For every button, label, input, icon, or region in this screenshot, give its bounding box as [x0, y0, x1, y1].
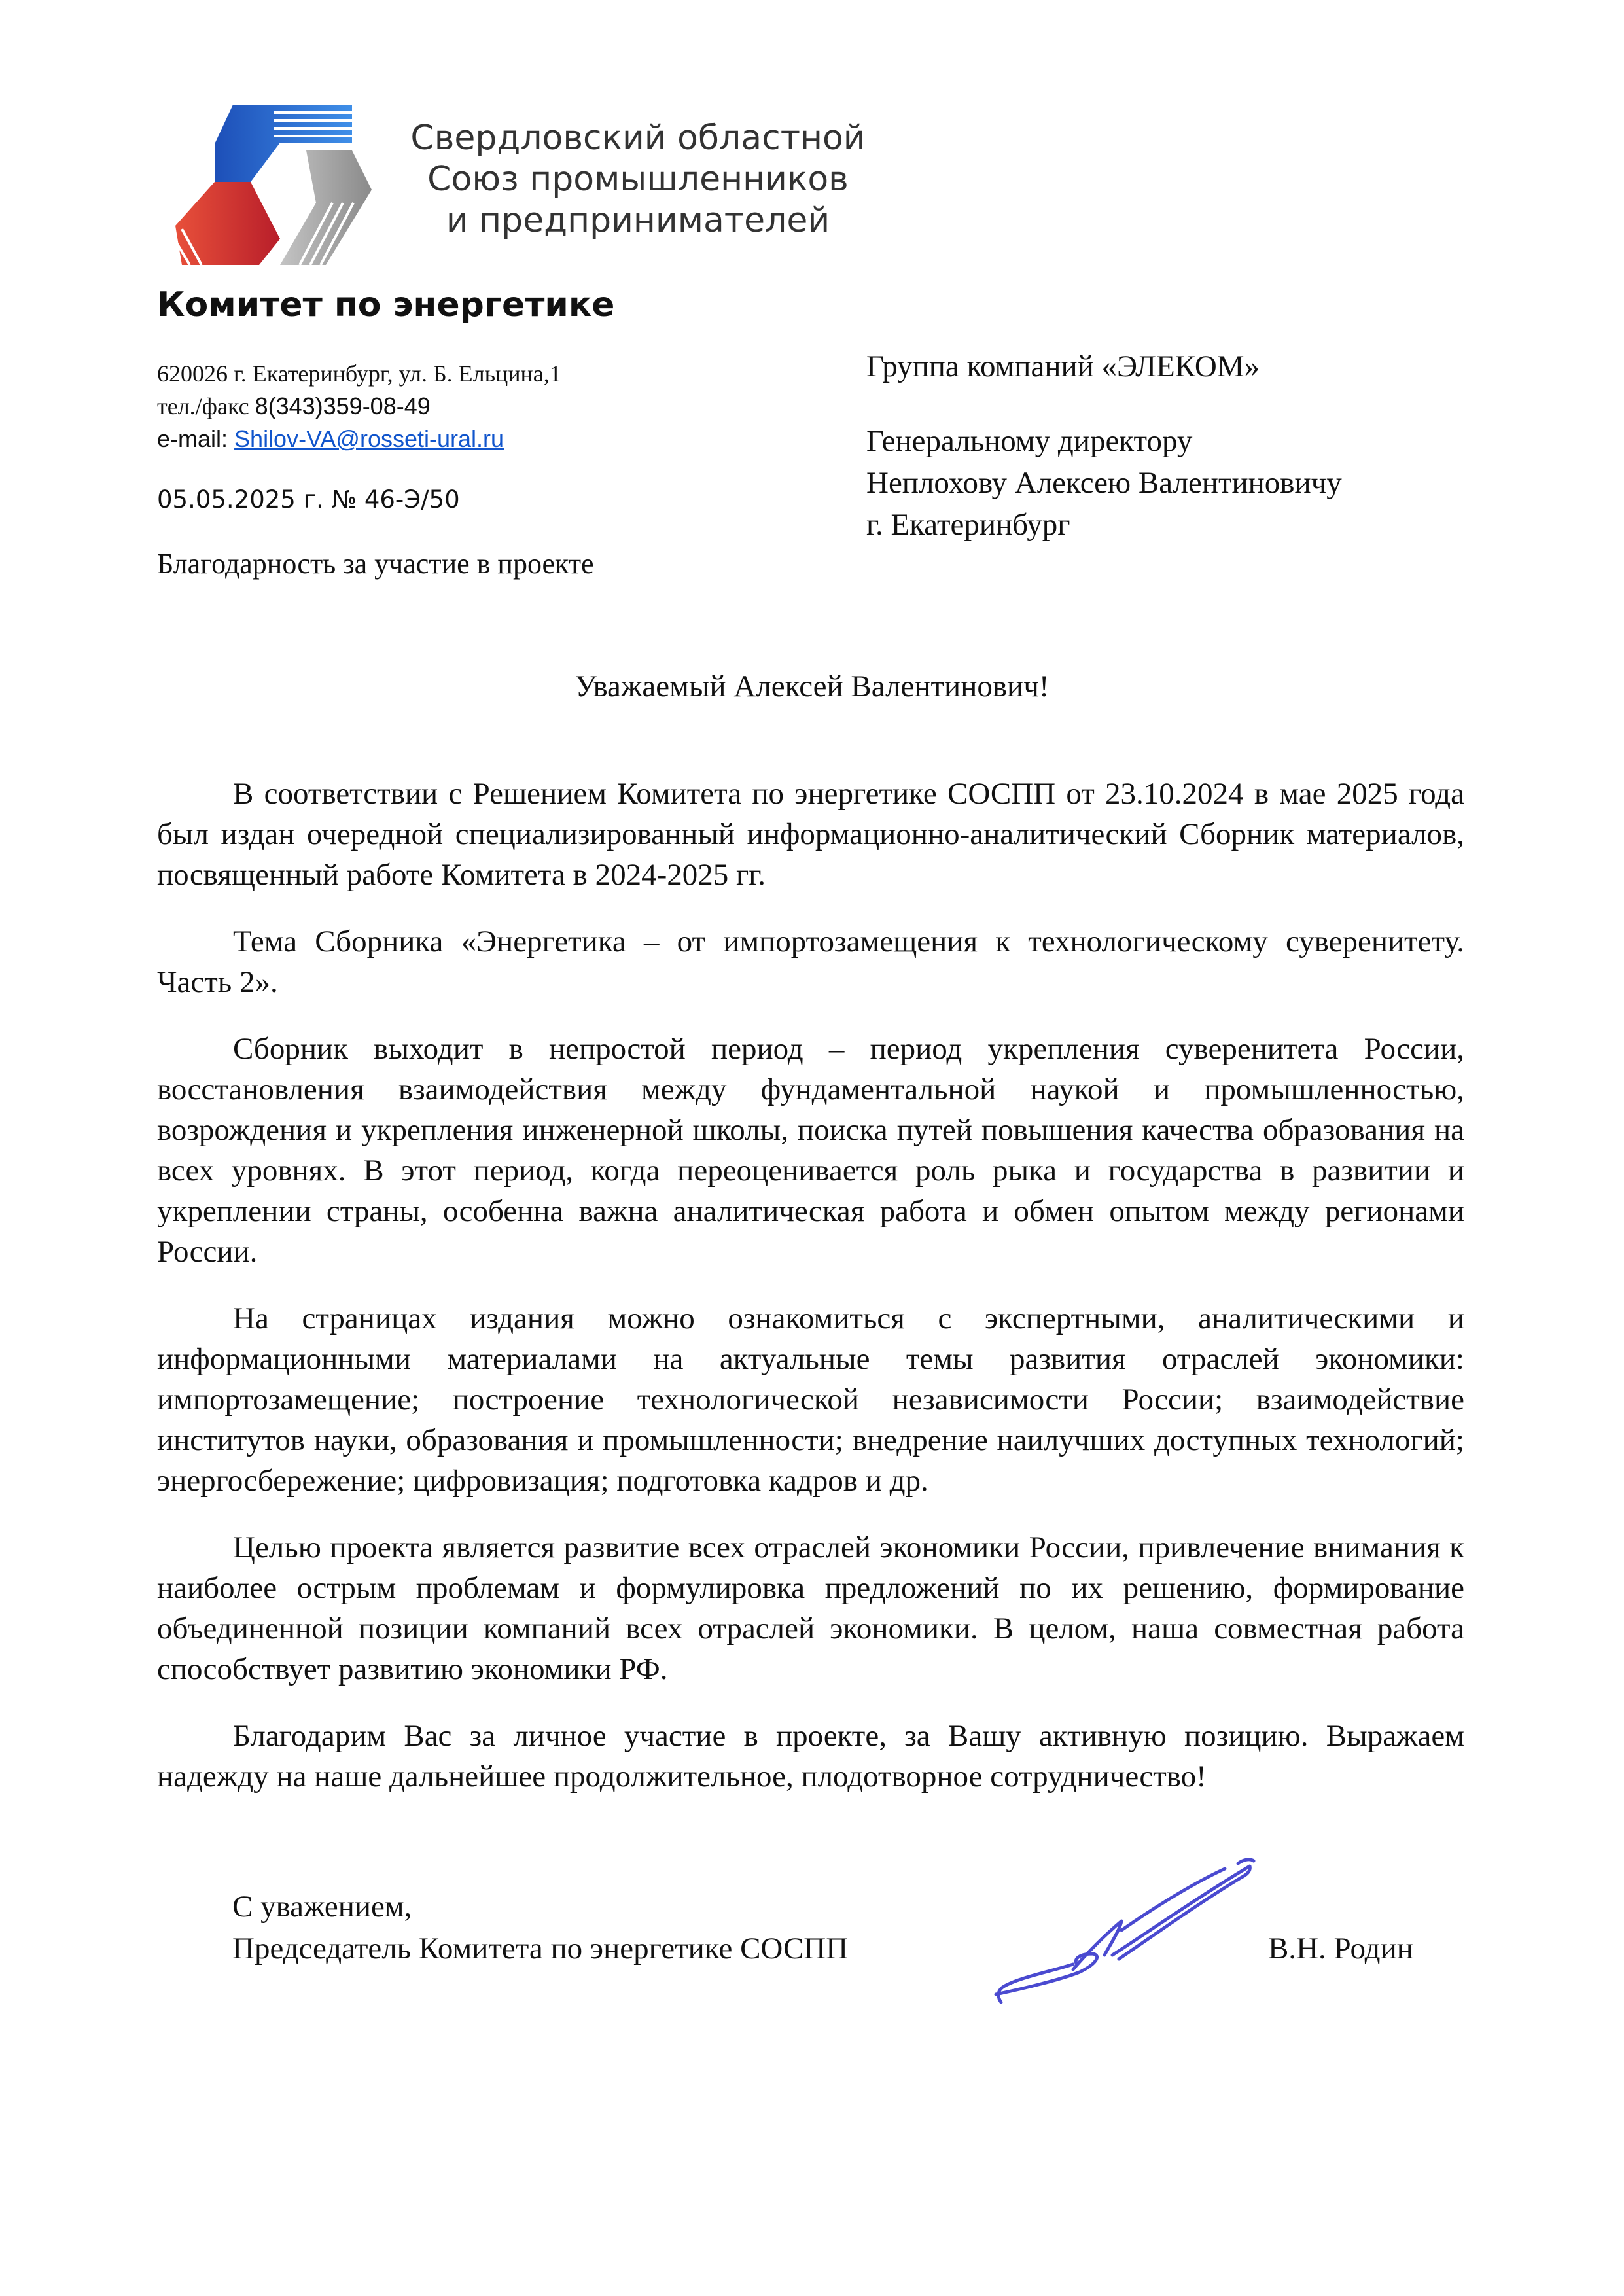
letter-date-number: 05.05.2025 г. № 46-Э/50	[157, 486, 460, 514]
email-link[interactable]: Shilov-VA@rosseti-ural.ru	[234, 425, 504, 452]
signer-position: Председатель Комитета по энергетике СОСПП	[232, 1932, 849, 1966]
letter-subject: Благодарность за участие в проекте	[157, 548, 594, 580]
email-line	[157, 423, 561, 455]
body-paragraph-4: На страницах издания можно ознакомиться с экспертными, аналитическими и информационными материалами на актуальные темы развития отраслей экономики: импортозамещение; построение технологической независимости России; взаимодействие институтов науки, образования и промышленности; внедрение наилучших доступных технологий; энергосбережение; цифровизация; подготовка кадров и др.	[157, 1301, 1464, 1498]
phone-number: 8(343)359-08-49	[255, 393, 431, 419]
contact-block	[157, 357, 561, 455]
recipient-city: г. Екатеринбург	[866, 508, 1070, 542]
recipient-name: Неплохову Алексею Валентиновичу	[866, 466, 1342, 500]
body-paragraph-3: Сборник выходит в непростой период – период укрепления суверенитета России, восстановления взаимодействия между фундаментальной наукой и промышленностью, возрождения и укрепления инженерной школы, поиска путей повышения качества образования на всех уровнях. В этот период, когда переоценивается роль рыка и государства в развитии и укреплении страны, особенна важна аналитическая работа и обмен опытом между регионами России.	[157, 1032, 1464, 1269]
handwritten-signature	[981, 1826, 1263, 2022]
recipient-company: Группа компаний «ЭЛЕКОМ»	[866, 349, 1260, 383]
recipient-block	[866, 345, 1342, 546]
organization-name-line-2: Союз промышленников	[427, 160, 849, 199]
address: 620026 г. Екатеринбург, ул. Б. Ельцина,1	[157, 361, 561, 387]
body-paragraph-5: Целью проекта является развитие всех отраслей экономики России, привлечение внимания к наиболее острым проблемам и формулировка предложений по их решению, формирование объединенной позиции компаний всех отраслей экономики. В целом, наша совместная работа способствует развитию экономики РФ.	[157, 1530, 1464, 1686]
organization-name-line-1: Свердловский областной	[410, 118, 866, 158]
salutation: Уважаемый Алексей Валентинович!	[574, 669, 1050, 703]
email-label: e-mail:	[157, 425, 235, 452]
organization-name	[383, 118, 893, 241]
body-paragraph-6: Благодарим Вас за личное участие в проекте, за Вашу активную позицию. Выражаем надежду на наше дальнейшее продолжительное, плодотворное сотрудничество!	[157, 1719, 1464, 1793]
committee-title: Комитет по энергетике	[157, 285, 615, 325]
body-paragraph-2: Тема Сборника «Энергетика – от импортозамещения к технологическому суверенитету. Часть 2».	[157, 925, 1464, 999]
phone-label: тел./факс	[157, 393, 255, 419]
organization-name-line-3: и предпринимателей	[446, 201, 830, 240]
body-paragraph-1: В соответствии с Решением Комитета по энергетике СОСПП от 23.10.2024 в мае 2025 года был издан очередной специализированный информационно-аналитический Сборник материалов, посвященный работе Комитета в 2024-2025 гг.	[157, 777, 1464, 892]
signer-name: В.Н. Родин	[1268, 1932, 1413, 1966]
closing-regards: С уважением,	[232, 1890, 412, 1924]
letter-body	[157, 773, 1464, 1823]
closing-block	[232, 1886, 848, 1969]
phone-line	[157, 390, 561, 423]
organization-logo	[175, 105, 372, 265]
recipient-position: Генеральному директору	[866, 424, 1193, 458]
